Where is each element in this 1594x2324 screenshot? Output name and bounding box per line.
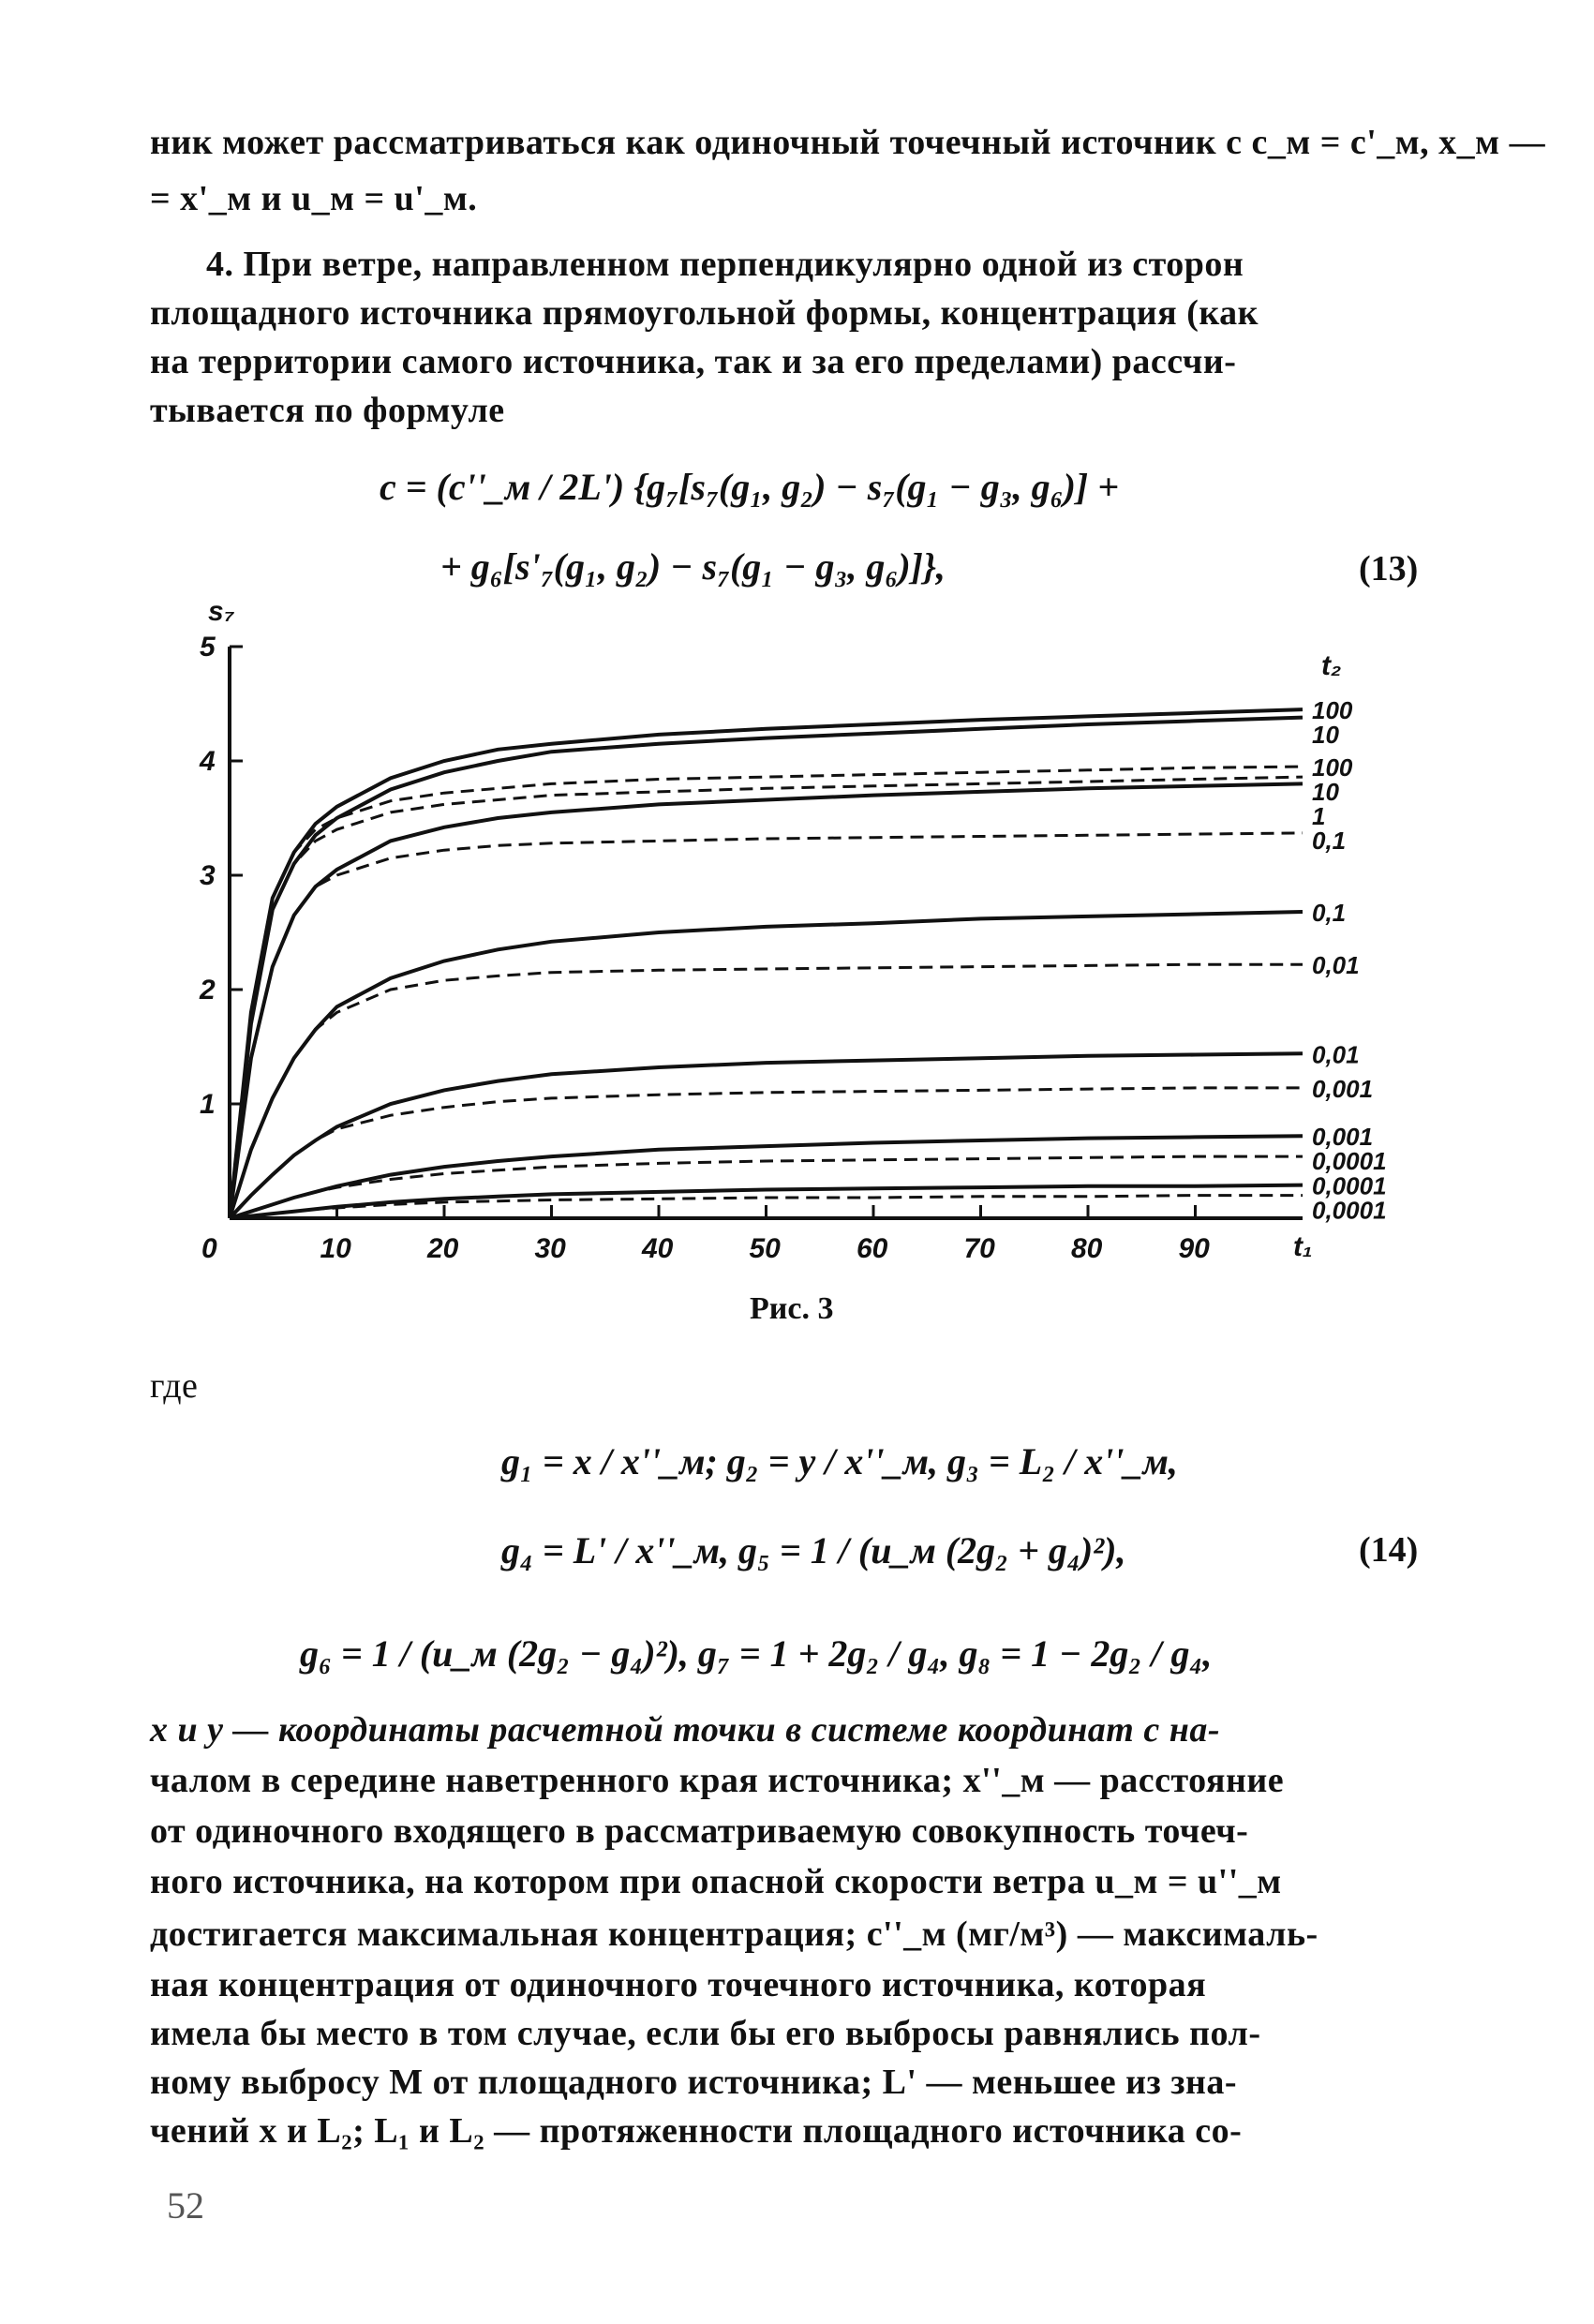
x-tick-label: 60 bbox=[857, 1233, 888, 1264]
definition-line-5: достигается максимальная концентрация; c''_м (мг/м³) — максималь- bbox=[150, 1914, 1318, 1954]
page-number: 52 bbox=[167, 2184, 204, 2227]
y-tick-label: 2 bbox=[200, 975, 216, 1006]
formula-14-row-2: g₄ = L' / x''_м, g₅ = 1 / (u_м (2g₂ + g₄)²), bbox=[501, 1529, 1126, 1572]
curve-end-label: 10 bbox=[1312, 778, 1339, 807]
y-tick-label: 4 bbox=[200, 746, 216, 777]
curve-end-label: 0,0001 bbox=[1312, 1171, 1387, 1200]
chart-axes bbox=[230, 647, 1303, 1218]
formula-13-line-2: + g₆[s'₇(g₁, g₂) − s₇(g₁ − g₃, g₆)]}, bbox=[440, 545, 946, 588]
x-tick-label: 80 bbox=[1071, 1233, 1103, 1264]
x-tick-label: 50 bbox=[749, 1233, 781, 1264]
curve-solid-6 bbox=[230, 912, 1303, 1218]
x-tick-label: 0 bbox=[201, 1233, 217, 1264]
definition-line-6: ная концентрация от одиночного точечного источника, которая bbox=[150, 1965, 1207, 2004]
definition-line-4: ного источника, на котором при опасной скорости ветра u_м = u''_м bbox=[150, 1862, 1282, 1901]
curve-end-label: 0,1 bbox=[1312, 827, 1347, 856]
chart-end-labels bbox=[1312, 696, 1387, 1225]
paragraph4-line-2: площадного источника прямоугольной формы, концентрация (как bbox=[150, 293, 1259, 333]
text-line-top-2: = x'_м и u_м = u'_м. bbox=[150, 179, 478, 218]
definition-line-3: от одиночного входящего в рассматриваемую совокупность точеч- bbox=[150, 1811, 1249, 1851]
y-tick-label: 5 bbox=[200, 632, 216, 663]
paragraph4-line-3: на территории самого источника, так и за его пределами) рассчи- bbox=[150, 342, 1237, 381]
formula-14-row-3: g₆ = 1 / (u_м (2g₂ − g₄)²), g₇ = 1 + 2g₂ / g₄, g₈ = 1 − 2g₂ / g₄, bbox=[300, 1632, 1213, 1675]
curve-end-label: 0,001 bbox=[1312, 1074, 1374, 1103]
y-tick-label: 1 bbox=[200, 1089, 216, 1120]
paragraph4-line-4: тывается по формуле bbox=[150, 391, 505, 430]
definition-line-1: x и y — координаты расчетной точки в системе координат с на- bbox=[150, 1710, 1220, 1750]
chart-curves bbox=[230, 709, 1303, 1218]
where-label: где bbox=[150, 1366, 199, 1406]
figure-3-chart bbox=[187, 600, 1443, 1284]
x-tick-label: 70 bbox=[963, 1233, 995, 1264]
curve-end-label: 0,001 bbox=[1312, 1123, 1374, 1152]
paragraph4-line-1: 4. При ветре, направленном перпендикулярно одной из сторон bbox=[206, 245, 1244, 284]
text-line-top-1: ник может рассматриваться как одиночный точечный источник с c_м = c'_м, x_м — bbox=[150, 123, 1546, 162]
y-tick-label: 3 bbox=[200, 860, 216, 891]
x-tick-label: 30 bbox=[534, 1233, 566, 1264]
x-tick-label: 10 bbox=[320, 1233, 351, 1264]
equation-number-13: (13) bbox=[1359, 549, 1419, 588]
curve-end-label: 0,01 bbox=[1312, 1040, 1360, 1069]
curve-dashed-3 bbox=[230, 777, 1303, 1218]
curve-end-label: 0,01 bbox=[1312, 951, 1360, 980]
x-axis-label: t₁ bbox=[1293, 1231, 1313, 1262]
figure-caption: Рис. 3 bbox=[750, 1291, 834, 1326]
curve-end-label: 0,1 bbox=[1312, 899, 1347, 928]
formula-14-row-1: g₁ = x / x''_м; g₂ = y / x''_м, g₃ = L₂ / x''_м, bbox=[501, 1440, 1178, 1482]
curve-end-label: 100 bbox=[1312, 753, 1353, 782]
curve-end-label: 10 bbox=[1312, 721, 1339, 750]
y-axis-label: s₇ bbox=[208, 600, 234, 627]
definition-line-8: ному выбросу M от площадного источника; L' — меньшее из зна- bbox=[150, 2063, 1238, 2102]
definition-line-7: имела бы место в том случае, если бы его выбросы равнялись пол- bbox=[150, 2014, 1261, 2053]
x-tick-label: 40 bbox=[642, 1233, 674, 1264]
curve-end-label: 0,0001 bbox=[1312, 1196, 1387, 1225]
formula-13-line-1: c = (c''_м / 2L') {g₇[s₇(g₁, g₂) − s₇(g₁ − g₃, g₆)] + bbox=[380, 466, 1120, 508]
definition-line-9: чений x и L₂; L₁ и L₂ — протяженности площадного источника со- bbox=[150, 2111, 1243, 2151]
x-tick-label: 90 bbox=[1178, 1233, 1210, 1264]
equation-number-14: (14) bbox=[1359, 1530, 1419, 1570]
curve-solid-4 bbox=[230, 783, 1303, 1218]
curve-end-label: 1 bbox=[1312, 802, 1326, 831]
x-tick-label: 20 bbox=[427, 1233, 459, 1264]
curve-end-label: 100 bbox=[1312, 696, 1353, 725]
legend-title: t₂ bbox=[1321, 650, 1342, 681]
definition-line-2: чалом в середине наветренного края источника; x''_м — расстояние bbox=[150, 1761, 1285, 1800]
curve-end-label: 0,0001 bbox=[1312, 1147, 1387, 1176]
